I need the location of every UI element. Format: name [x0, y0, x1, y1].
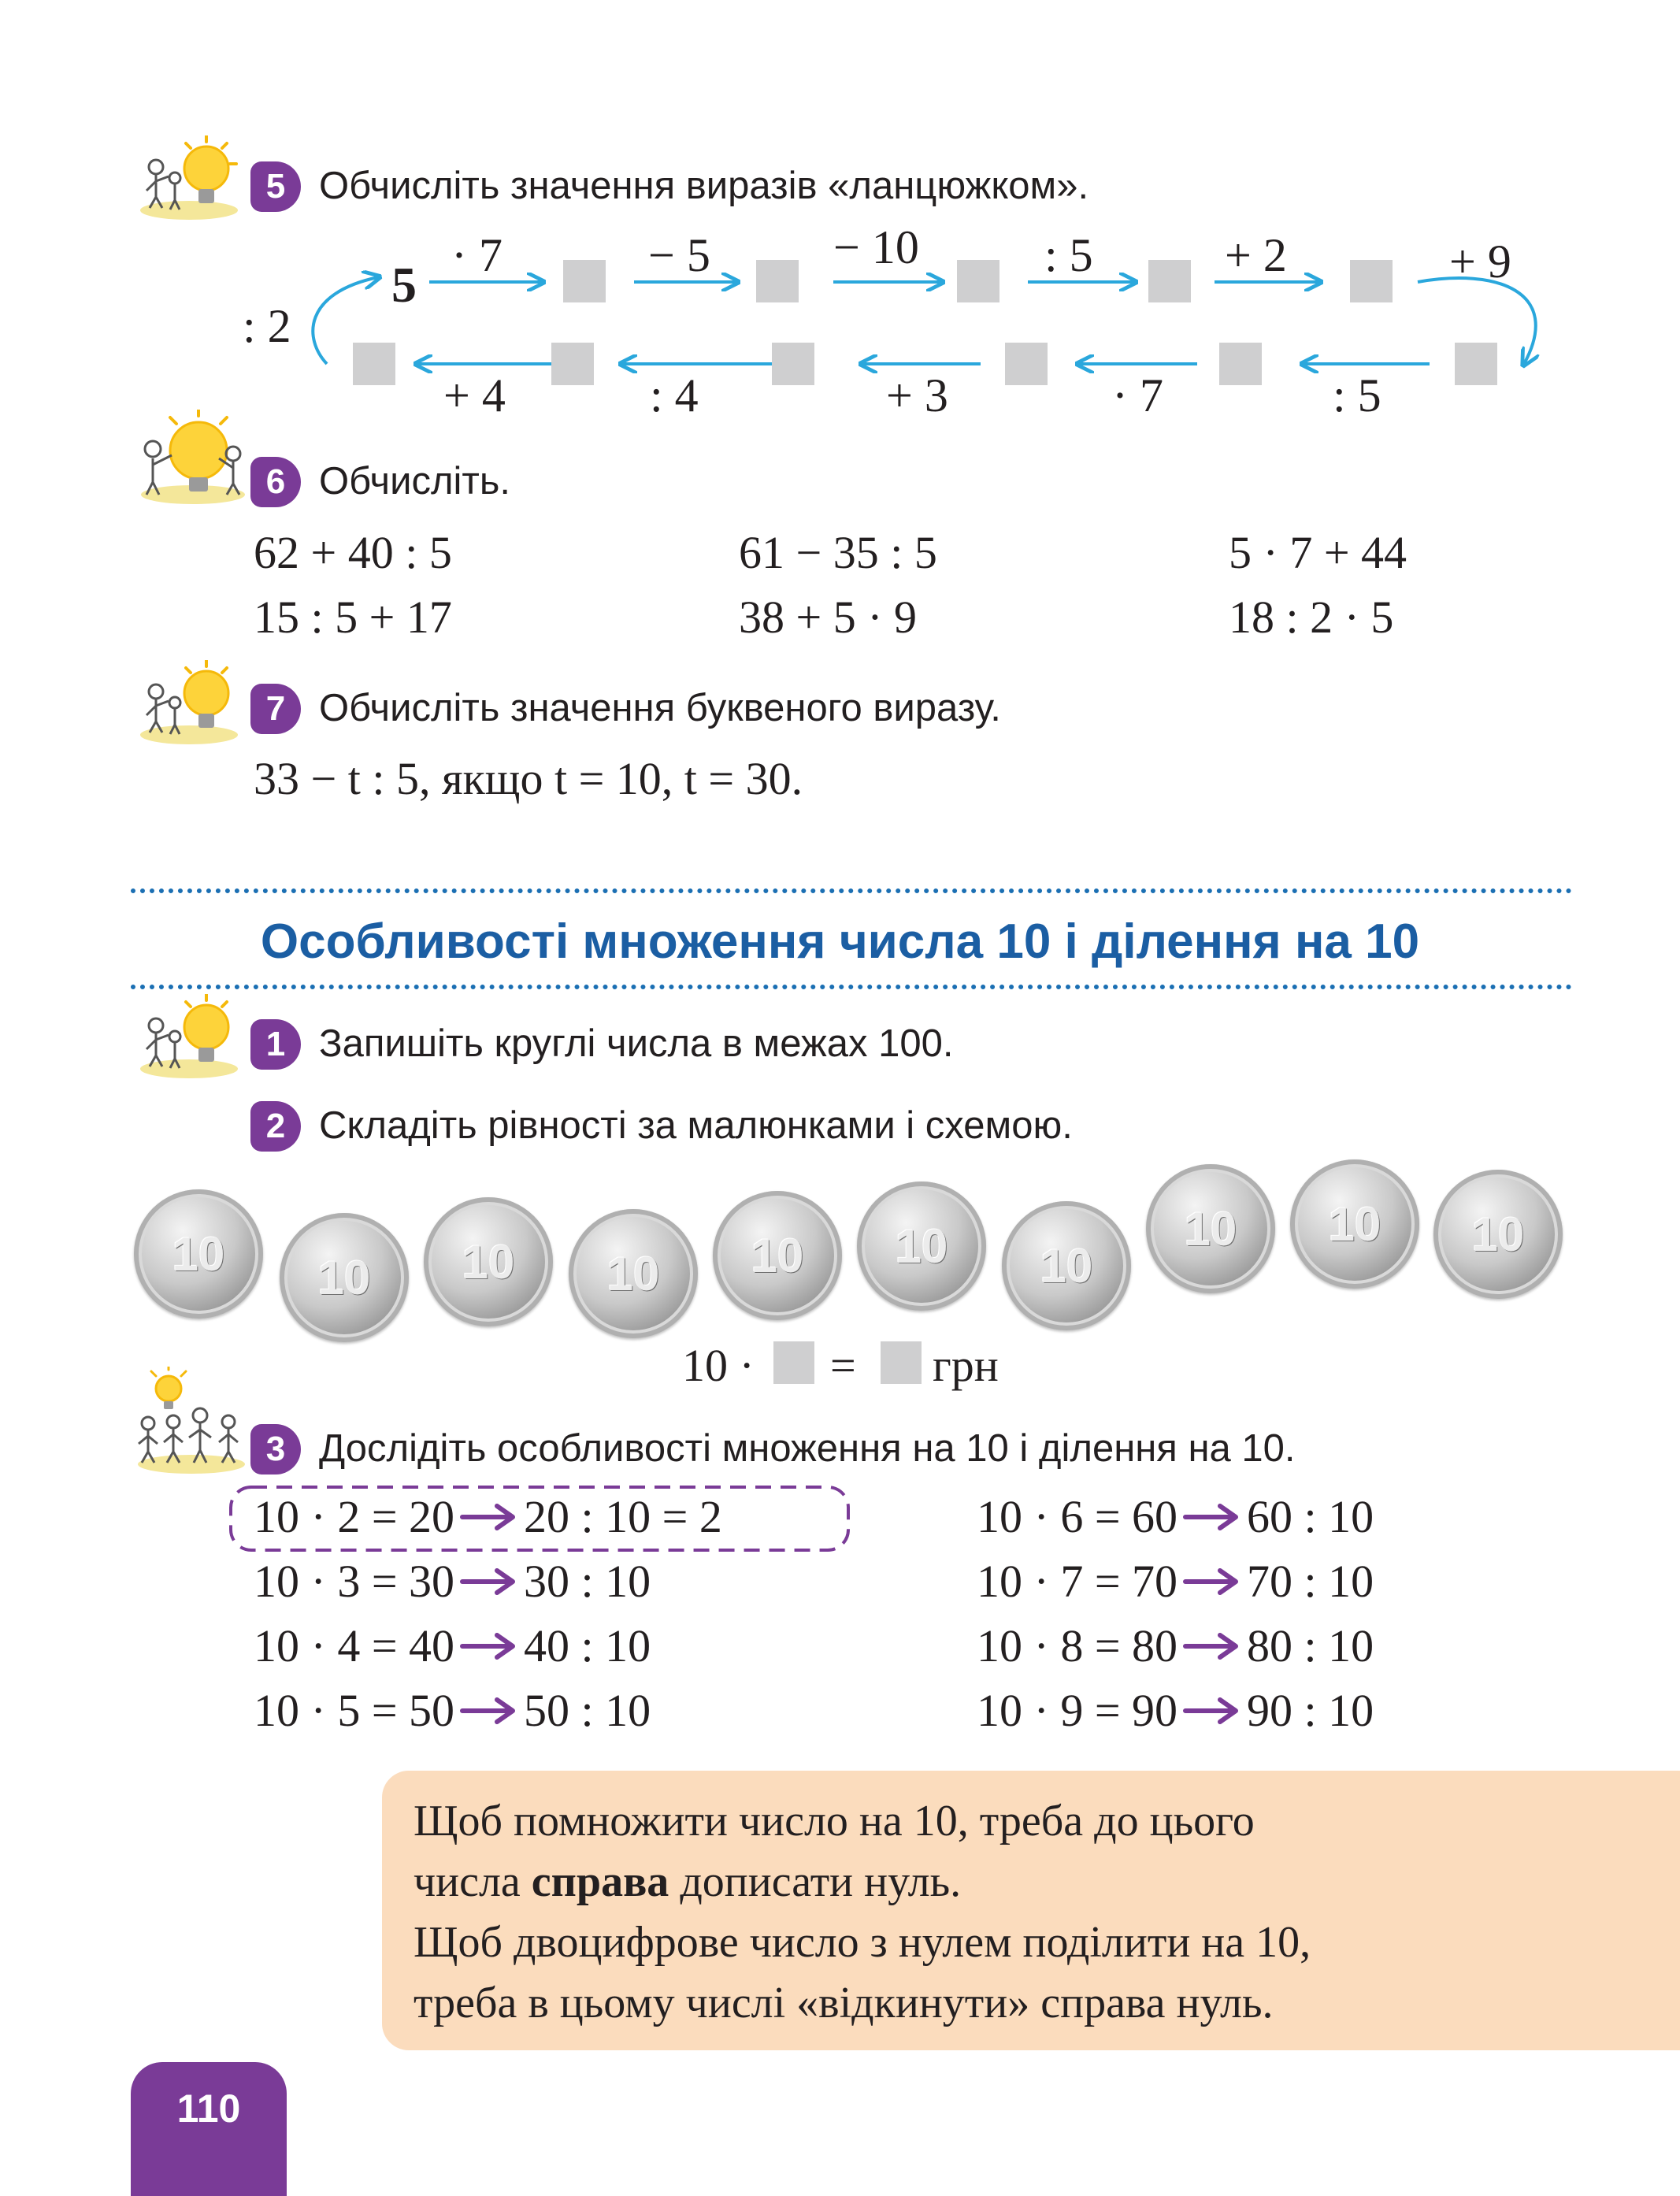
- chain-op: : 5: [1044, 229, 1093, 281]
- coin-10-hryvnia-icon: 10: [1290, 1159, 1419, 1289]
- chain-start: 5: [391, 257, 417, 313]
- coin-10-hryvnia-icon: 10: [857, 1181, 986, 1311]
- right-arrow-icon: [459, 1630, 519, 1662]
- chain-op: · 7: [451, 229, 503, 281]
- task-instruction: Запишіть круглі числа в межах 100.: [319, 1022, 954, 1065]
- equation-row: 10 · 6 = 60 60 : 10: [977, 1491, 1374, 1542]
- answer-placeholder: [1148, 260, 1191, 302]
- equation-row: 10 · 7 = 70 70 : 10: [977, 1556, 1374, 1607]
- chain-op: − 5: [648, 229, 710, 281]
- answer-placeholder: [551, 343, 594, 385]
- coin-10-hryvnia-icon: 10: [134, 1189, 263, 1319]
- bulb-kids-icon: [134, 994, 244, 1081]
- rule-line: числа справа дописати нуль.: [414, 1857, 962, 1906]
- right-arrow-icon: [1182, 1566, 1242, 1597]
- expression: 5 · 7 + 44: [1229, 527, 1407, 578]
- task-number-badge: 2: [250, 1101, 301, 1152]
- answer-placeholder: [1219, 343, 1262, 385]
- rule-line: Щоб помножити число на 10, треба до цього: [414, 1797, 1255, 1845]
- coin-10-hryvnia-icon: 10: [569, 1209, 698, 1338]
- answer-placeholder: [756, 260, 799, 302]
- coin-10-hryvnia-icon: 10: [1433, 1170, 1563, 1299]
- right-arrow-icon: [1182, 1630, 1242, 1662]
- coin-10-hryvnia-icon: 10: [1002, 1201, 1131, 1330]
- expression: 62 + 40 : 5: [254, 527, 452, 578]
- section-divider-bottom: [131, 985, 1572, 989]
- task-number-badge: 1: [250, 1019, 301, 1070]
- chain-op: + 2: [1225, 229, 1287, 281]
- right-arrow-icon: [1182, 1695, 1242, 1727]
- chain-op: : 5: [1333, 369, 1381, 421]
- chain-op: : 2: [243, 300, 291, 352]
- expression: 18 : 2 · 5: [1229, 592, 1394, 643]
- task-instruction: Обчисліть значення буквеного виразу.: [319, 687, 1001, 729]
- right-arrow-icon: [459, 1695, 519, 1727]
- page-number: 110: [176, 2087, 241, 2131]
- chain-op: + 9: [1449, 236, 1511, 287]
- equation-row: 10 · 8 = 80 80 : 10: [977, 1620, 1374, 1671]
- answer-placeholder: [1455, 343, 1497, 385]
- answer-placeholder: [772, 343, 814, 385]
- chain-op: + 3: [886, 369, 948, 421]
- equation-row: 10 · 4 = 40 40 : 10: [254, 1620, 651, 1671]
- answer-placeholder: [563, 260, 606, 302]
- coin-equation-equals: =: [830, 1340, 856, 1391]
- coin-equation-left: 10 ·: [682, 1340, 755, 1391]
- equation-row: 10 · 9 = 90 90 : 10: [977, 1685, 1374, 1736]
- section-divider-top: [131, 888, 1572, 893]
- answer-placeholder: [773, 1341, 814, 1384]
- right-arrow-icon: [459, 1566, 519, 1597]
- answer-placeholder: [957, 260, 999, 302]
- bulb-kids-icon: [134, 410, 252, 508]
- task-number-badge: 5: [250, 161, 301, 212]
- equation-row: 10 · 3 = 30 30 : 10: [254, 1556, 651, 1607]
- task-instruction: Обчисліть.: [319, 460, 511, 503]
- rule-line: треба в цьому числі «відкинути» справа нуль.: [414, 1979, 1274, 2027]
- answer-placeholder: [1005, 343, 1048, 385]
- coin-10-hryvnia-icon: 10: [713, 1191, 842, 1320]
- bulb-kids-icon: [134, 660, 244, 747]
- coin-10-hryvnia-icon: 10: [280, 1213, 409, 1342]
- task-number-badge: 7: [250, 684, 301, 734]
- section-title: Особливості множення числа 10 і ділення на 10: [260, 914, 1420, 969]
- rule-emphasis: справа: [531, 1857, 669, 1906]
- chain-op: · 7: [1112, 369, 1163, 421]
- right-arrow-icon: [1182, 1501, 1242, 1533]
- equation-row: 10 · 2 = 20 20 : 10 = 2: [254, 1491, 722, 1542]
- answer-placeholder: [881, 1341, 922, 1384]
- coin-equation-unit: грн: [933, 1340, 999, 1391]
- chain-op: + 4: [443, 369, 506, 421]
- task-instruction: Дослідіть особливості множення на 10 і ділення на 10.: [319, 1427, 1296, 1470]
- task-instruction: Обчисліть значення виразів «ланцюжком».: [319, 165, 1089, 207]
- answer-placeholder: [353, 343, 395, 385]
- right-arrow-icon: [459, 1501, 519, 1533]
- task-number-badge: 6: [250, 457, 301, 507]
- chain-op: − 10: [833, 221, 919, 273]
- answer-placeholder: [1350, 260, 1393, 302]
- task-number-badge: 3: [250, 1424, 301, 1475]
- task-instruction: Складіть рівності за малюнками і схемою.: [319, 1104, 1073, 1147]
- expression: 38 + 5 · 9: [739, 592, 918, 643]
- expression: 61 − 35 : 5: [739, 527, 937, 578]
- coin-10-hryvnia-icon: 10: [424, 1197, 553, 1326]
- coin-10-hryvnia-icon: 10: [1146, 1164, 1275, 1293]
- equation-row: 10 · 5 = 50 50 : 10: [254, 1685, 651, 1736]
- chain-op: : 4: [650, 369, 699, 421]
- rule-line: Щоб двоцифрове число з нулем поділити на 10,: [414, 1918, 1311, 1967]
- bulb-group-icon: [132, 1367, 250, 1477]
- letter-expression: 33 − t : 5, якщо t = 10, t = 30.: [254, 753, 803, 804]
- expression: 15 : 5 + 17: [254, 592, 452, 643]
